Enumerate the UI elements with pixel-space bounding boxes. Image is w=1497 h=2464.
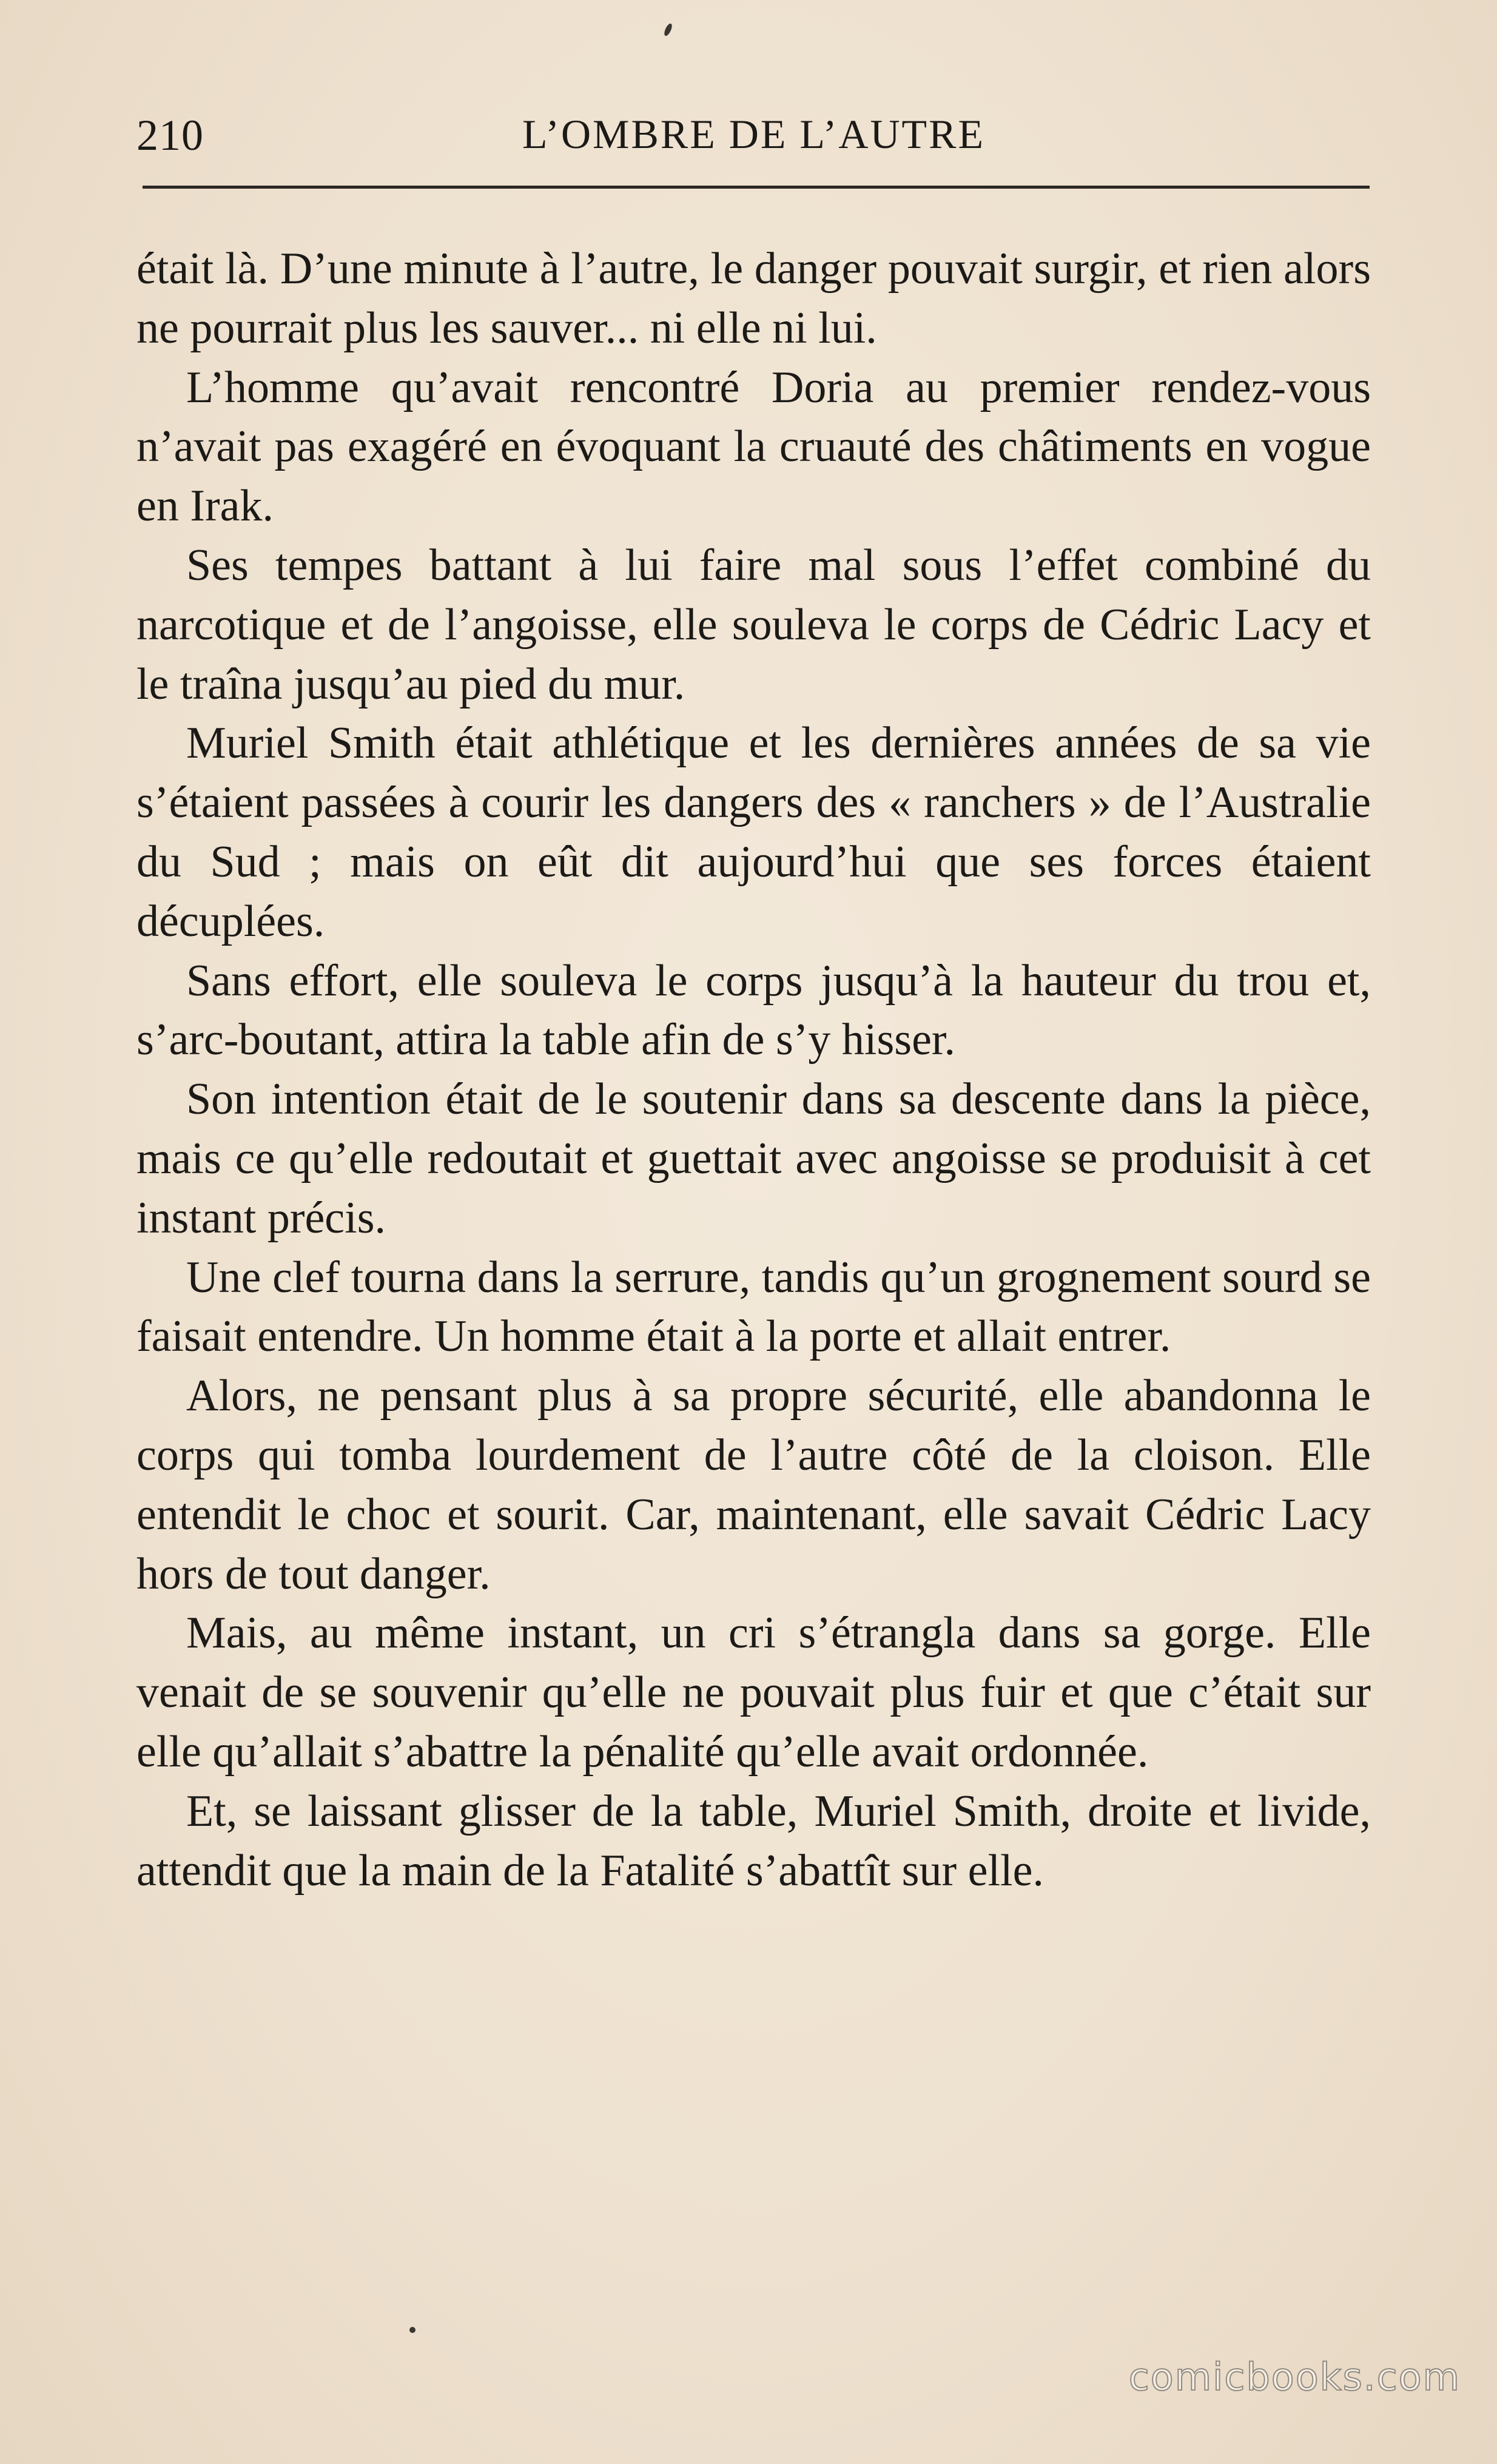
site-watermark: comicbooks.com	[1128, 2355, 1461, 2399]
paragraph-6: Son intention était de le soutenir dans sa descente dans la pièce, mais ce qu’elle redoutait et guettait avec angoisse se produisit à cet instant précis.	[136, 1074, 1371, 1243]
paragraph-9: Mais, au même instant, un cri s’étrangla dans sa gorge. Elle venait de se souvenir qu’elle ne pouvait plus fuir et que c’était sur elle qu’allait s’abattre la pénalité qu’elle avait ordonnée.	[136, 1608, 1371, 1777]
paragraph-8: Alors, ne pensant plus à sa propre sécurité, elle abandonna le corps qui tomba lourdement de l’autre côté de la cloison. Elle entendit le choc et sourit. Car, maintenant, elle savait Cédric Lacy hors de tout danger.	[136, 1371, 1371, 1599]
body-text	[136, 240, 1371, 1900]
paragraph-5: Sans effort, elle souleva le corps jusqu’à la hauteur du trou et, s’arc-boutant, attira la table afin de s’y hisser.	[136, 955, 1371, 1065]
page-header	[136, 103, 1371, 176]
header-rule	[143, 186, 1370, 189]
paragraph-3: Ses tempes battant à lui faire mal sous l’effet combiné du narcotique et de l’angoisse, elle souleva le corps de Cédric Lacy et le traîna jusqu’au pied du mur.	[136, 540, 1371, 709]
running-title: L’OMBRE DE L’AUTRE	[522, 111, 985, 157]
paragraph-10: Et, se laissant glisser de la table, Muriel Smith, droite et livide, attendit que la main de la Fatalité s’abattît sur elle.	[136, 1786, 1371, 1896]
ink-speck	[663, 22, 673, 37]
paragraph-7: Une clef tourna dans la serrure, tandis qu’un grognement sourd se faisait entendre. Un homme était à la porte et allait entrer.	[136, 1252, 1371, 1362]
paragraph-4: Muriel Smith était athlétique et les dernières années de sa vie s’étaient passées à courir les dangers des « ranchers » de l’Australie du Sud ; mais on eût dit aujourd’hui que ses forces étaient décuplées.	[136, 718, 1371, 946]
paragraph-2: L’homme qu’avait rencontré Doria au premier rendez-vous n’avait pas exagéré en évoquant la cruauté des châtiments en vogue en Irak.	[136, 362, 1371, 531]
ink-speck	[409, 2327, 415, 2333]
paragraph-1: était là. D’une minute à l’autre, le danger pouvait surgir, et rien alors ne pourrait plus les sauver... ni elle ni lui.	[136, 244, 1371, 353]
page-number: 210	[136, 111, 204, 160]
